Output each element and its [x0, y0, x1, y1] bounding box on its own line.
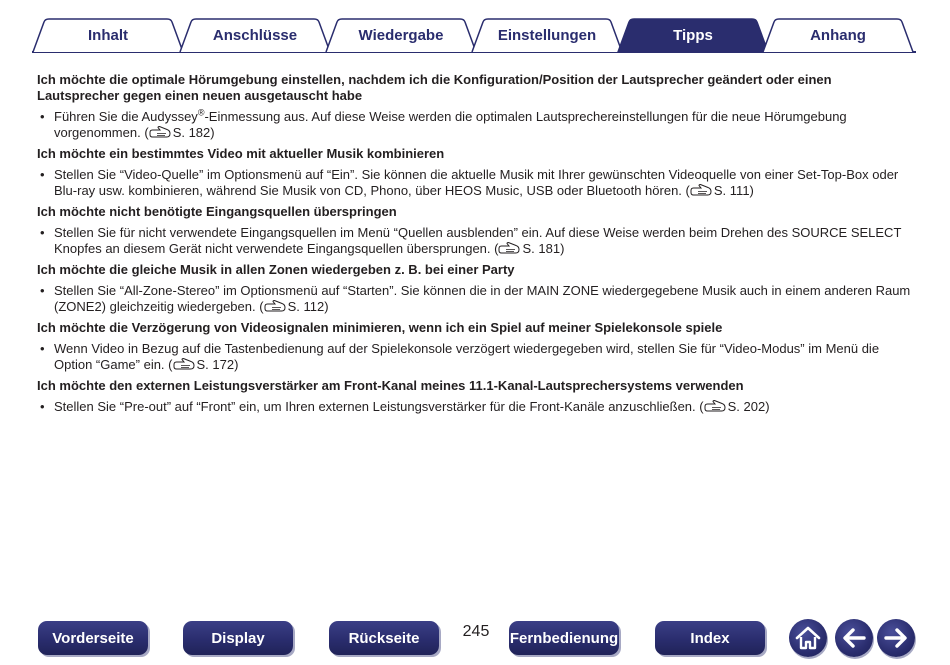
tip-heading: Ich möchte die Verzögerung von Videosignalen minimieren, wenn ich ein Spiel auf meiner Spielekonsole spiele — [37, 320, 723, 335]
tab-tipps[interactable] — [617, 18, 769, 52]
tip-text: Wenn Video in Bezug auf die Tastenbedienung auf der Spielekonsole verzögert wiedergegeben wird, stellen Sie für “Video-Modus” im Menü die Option “Game” ein. — [54, 341, 880, 372]
tip-section — [37, 204, 917, 257]
bullet-glyph: • — [40, 283, 45, 298]
tab-label: Wiedergabe — [358, 26, 444, 44]
tip-section — [37, 262, 917, 315]
tab-bar — [32, 16, 916, 56]
page-reference-link[interactable]: ( S. 172) — [168, 357, 239, 372]
page-reference-text: S. 181 — [522, 241, 561, 256]
tab-inhalt[interactable] — [32, 18, 184, 52]
tip-heading: Ich möchte die optimale Hörumgebung einstellen, nachdem ich die Konfiguration/Position der Lautsprecher geändert oder einen Lautsprecher gegen einen neuen ausgetauscht habe — [37, 72, 832, 103]
tip-text: Stellen Sie “Video-Quelle” im Optionsmenü auf “Ein”. Sie können die aktuelle Musik mit Ihrer gewünschten Videoquelle von einer Set-Top-Box oder Blu-ray usw. kombinieren, während Sie Musik von CD, Phono, über HEOS Music, USB oder Bluetooth hören. — [54, 167, 899, 198]
pointing-hand-icon — [690, 184, 712, 196]
tab-label: Anhang — [810, 26, 866, 44]
tab-label: Inhalt — [88, 26, 128, 44]
tip-bullet — [37, 225, 917, 257]
page-reference-link[interactable]: ( S. 111) — [685, 183, 754, 198]
home-icon — [794, 624, 822, 652]
page-reference-text: S. 182 — [172, 125, 211, 140]
fernbedienung-button[interactable]: Fernbedienung — [509, 621, 619, 655]
pointing-hand-icon — [264, 300, 286, 312]
tip-heading: Ich möchte die gleiche Musik in allen Zonen wiedergeben z. B. bei einer Party — [37, 262, 515, 277]
forward-arrow-icon — [882, 624, 910, 652]
tip-section — [37, 146, 917, 199]
tip-section — [37, 378, 917, 415]
tab-anhang[interactable] — [762, 18, 914, 52]
bullet-glyph: • — [40, 225, 45, 240]
pointing-hand-icon — [173, 358, 195, 370]
tip-heading: Ich möchte nicht benötigte Eingangsquellen überspringen — [37, 204, 397, 219]
pointing-hand-icon — [149, 126, 171, 138]
page-reference-link[interactable]: ( S. 112) — [259, 299, 329, 314]
tip-text: Stellen Sie für nicht verwendete Eingangsquellen im Menü “Quellen ausblenden” ein. Auf diese Weise werden beim Drehen des SOURCE SELECT Knopfes an diesem Gerät nicht verwendete Eingangsquellen übersprungen. — [54, 225, 902, 256]
page-reference-link[interactable]: ( S. 202) — [699, 399, 770, 414]
tip-bullet — [37, 167, 917, 199]
tip-section — [37, 320, 917, 373]
pointing-hand-icon — [704, 400, 726, 412]
bullet-glyph: • — [40, 167, 45, 182]
page-reference-link[interactable]: ( S. 182) — [144, 125, 215, 140]
bullet-glyph: • — [40, 109, 45, 124]
tip-bullet — [37, 341, 917, 373]
tip-text: Stellen Sie “All-Zone-Stereo” im Optionsmenü auf “Starten”. Sie können die in der MAIN ZONE wiedergegebene Musik auch in einem anderen Raum (ZONE2) gleichzeitig wiedergeben. — [54, 283, 911, 314]
page-number: 245 — [462, 623, 490, 640]
page-reference-text: S. 111 — [713, 183, 750, 198]
tip-section — [37, 72, 917, 141]
back-arrow-icon — [840, 624, 868, 652]
tip-heading: Ich möchte den externen Leistungsverstärker am Front-Kanal meines 11.1-Kanal-Lautsprechersystems verwenden — [37, 378, 744, 393]
page-reference-text: S. 172 — [196, 357, 235, 372]
page-reference-text: S. 202 — [727, 399, 766, 414]
tip-bullet — [37, 399, 917, 415]
vorderseite-button[interactable]: Vorderseite — [38, 621, 148, 655]
tips-content — [37, 72, 917, 420]
tab-wiedergabe[interactable] — [325, 18, 477, 52]
bullet-glyph: • — [40, 399, 45, 414]
index-button[interactable]: Index — [655, 621, 765, 655]
tab-label: Anschlüsse — [212, 26, 298, 44]
rueckseite-button[interactable]: Rückseite — [329, 621, 439, 655]
tip-text: Stellen Sie “Pre-out” auf “Front” ein, um Ihren externen Leistungsverstärker für die Front-Kanäle anzuschließen. — [54, 399, 696, 414]
back-button[interactable] — [835, 619, 873, 657]
pointing-hand-icon — [498, 242, 520, 254]
page-reference-link[interactable]: ( S. 181) — [494, 241, 565, 256]
tip-text: -Einmessung aus. Auf diese Weise werden die optimalen Lautsprechereinstellungen für die neue Hörumgebung vorgenommen. — [54, 109, 847, 140]
home-button[interactable] — [789, 619, 827, 657]
bullet-glyph: • — [40, 341, 45, 356]
tab-label: Tipps — [673, 26, 713, 44]
tip-text: Führen Sie die Audyssey — [54, 109, 198, 124]
tip-heading: Ich möchte ein bestimmtes Video mit aktueller Musik kombinieren — [37, 146, 445, 161]
tab-label: Einstellungen — [497, 26, 597, 44]
tip-bullet — [37, 283, 917, 315]
tab-anschluesse[interactable] — [179, 18, 331, 52]
registered-mark: ® — [197, 107, 205, 118]
tab-einstellungen[interactable] — [471, 18, 623, 52]
forward-button[interactable] — [877, 619, 915, 657]
page-reference-text: S. 112 — [287, 299, 325, 314]
display-button[interactable]: Display — [183, 621, 293, 655]
tip-bullet — [37, 109, 917, 141]
